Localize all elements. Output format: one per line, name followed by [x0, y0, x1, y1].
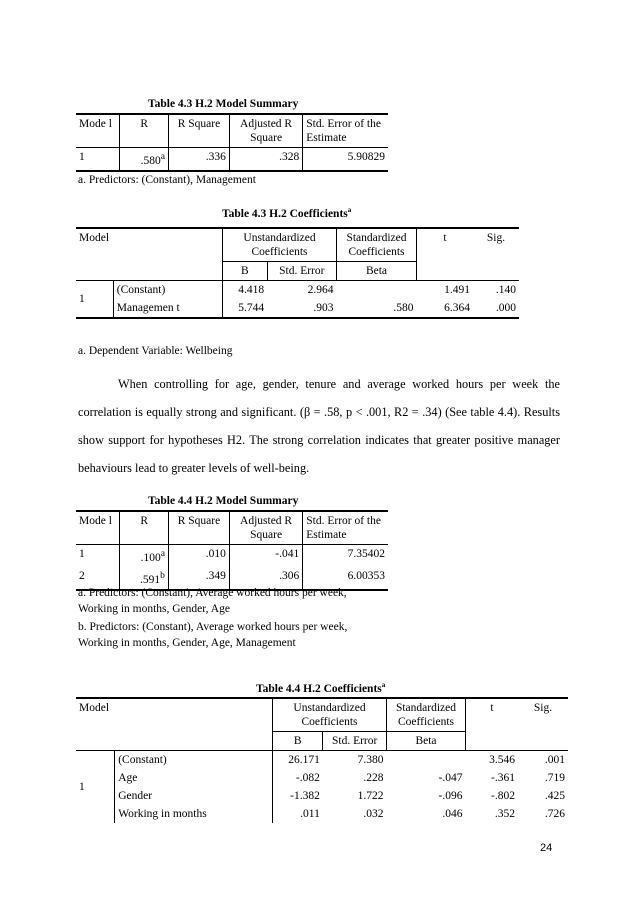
cell-std-error: 7.35402: [303, 545, 388, 567]
cell-predictor: Working in months: [118, 808, 207, 820]
header-std-error: Std. Error: [323, 732, 387, 751]
cell-b: -.082: [273, 769, 323, 787]
header-t: t: [466, 698, 519, 751]
cell-beta: [337, 281, 417, 300]
cell-std-error: .903: [313, 302, 334, 314]
cell-predictor: (Constant): [118, 754, 167, 766]
header-r: R: [120, 114, 169, 148]
cell-r: .580$^a$: [120, 148, 169, 171]
header-std-error: Std. Error: [267, 262, 336, 281]
header-t: t: [417, 228, 474, 281]
table-row: [76, 751, 568, 770]
header-std-error: Std. Error of the Estimate: [303, 114, 388, 148]
cell-std-error: 2.964: [307, 284, 334, 296]
table-note-a: a. Predictors: (Constant), Average worked hours per week, Working in months, Gender, Age: [78, 587, 347, 615]
header-standardized: Standardized Coefficients: [387, 698, 466, 732]
table-row: [76, 148, 388, 171]
cell-beta: -.047: [438, 772, 463, 784]
cell-predictor: Managemen t: [116, 302, 180, 314]
header-adjusted-r-square: Adjusted R Square: [229, 511, 302, 545]
cell-b: .011: [273, 805, 323, 823]
cell-t: 1.491: [444, 284, 470, 296]
cell-std-error: .032: [363, 808, 384, 820]
header-model: Mode l: [79, 118, 112, 130]
header-model: Model: [79, 702, 110, 714]
cell-predictor: (Constant): [116, 284, 166, 296]
cell-beta: .046: [442, 808, 463, 820]
cell-sig: .000: [495, 302, 516, 314]
cell-std-error: 1.722: [357, 790, 384, 802]
header-std-error: Std. Error of the Estimate: [303, 511, 388, 545]
cell-sig: .425: [544, 790, 565, 802]
cell-predictor: Gender: [118, 790, 153, 802]
header-model: Model: [79, 232, 110, 244]
table-note: a. Dependent Variable: Wellbeing: [78, 345, 233, 357]
cell-r-square: .010: [168, 545, 229, 567]
table-4-4-coefficients: [76, 697, 568, 823]
cell-model: 1: [79, 548, 85, 560]
cell-sig: .001: [544, 754, 565, 766]
table-note: a. Predictors: (Constant), Management: [78, 174, 256, 186]
header-unstandardized: Unstandardized Coefficients: [273, 698, 387, 732]
cell-sig: .726: [544, 808, 565, 820]
table-note-b: b. Predictors: (Constant), Average worked hours per week, Working in months, Gender, Age, Management: [78, 621, 348, 649]
cell-std-error: 7.380: [357, 754, 384, 766]
cell-std-error: .228: [363, 772, 384, 784]
body-paragraph: When controlling for age, gender, tenure and average worked hours per week the correlation is equally strong and significant. (β = .58, p < .001, R2 = .34) (See table 4.4). Results show support for hypotheses H2. The strong correlation indicates that greater positive manager behaviours lead to greater levels of well-being.: [78, 377, 560, 475]
header-model: Mode l: [79, 515, 112, 527]
cell-sig: .719: [544, 772, 565, 784]
cell-b: 5.744: [223, 299, 268, 318]
cell-adjusted-r-square: .306: [229, 567, 302, 590]
cell-t: 3.546: [489, 754, 515, 766]
table-4-4-coefficients-caption: Table 4.4 H.2 Coefficients$^a$: [256, 681, 386, 695]
cell-beta: .580: [393, 302, 414, 314]
cell-model-number: 1: [76, 751, 115, 824]
cell-adjusted-r-square: -.041: [229, 545, 302, 567]
cell-t: -.802: [491, 790, 515, 802]
table-row: [76, 769, 568, 787]
cell-r: .591$^b$: [120, 567, 169, 590]
cell-predictor: Age: [118, 772, 138, 784]
cell-model-number: 1: [76, 281, 113, 319]
header-b: B: [273, 732, 323, 751]
cell-adjusted-r-square: .328: [229, 148, 302, 171]
header-sig: Sig.: [533, 702, 553, 714]
table-row: [76, 299, 519, 318]
header-r: R: [120, 511, 169, 545]
table-4-3-model-summary-caption: Table 4.3 H.2 Model Summary: [148, 98, 299, 110]
cell-r-square: .349: [168, 567, 229, 590]
table-row: [76, 545, 388, 567]
cell-model: 1: [79, 151, 85, 163]
header-unstandardized: Unstandardized Coefficients: [223, 228, 337, 262]
table-row: [76, 281, 519, 300]
cell-model: 2: [79, 569, 85, 582]
cell-beta: [387, 751, 466, 770]
table-4-4-model-summary-caption: Table 4.4 H.2 Model Summary: [148, 495, 299, 507]
header-adjusted-r-square: Adjusted R Square: [229, 114, 302, 148]
cell-b: 4.418: [223, 281, 268, 300]
table-row: [76, 787, 568, 805]
table-row: [76, 805, 568, 823]
header-beta: Beta: [387, 732, 466, 751]
cell-r: .100$^a$: [120, 545, 169, 567]
table-4-3-coefficients-caption: Table 4.3 H.2 Coefficients$^a$: [222, 206, 352, 220]
header-beta: Beta: [337, 262, 417, 281]
cell-r-square: .336: [168, 148, 229, 171]
table-4-3-model-summary: [76, 113, 388, 172]
table-4-4-model-summary: [76, 510, 388, 591]
cell-t: .352: [494, 808, 515, 820]
cell-beta: -.096: [438, 790, 463, 802]
cell-std-error: 6.00353: [303, 567, 388, 590]
header-b: B: [223, 262, 268, 281]
header-standardized: Standardized Coefficients: [337, 228, 417, 262]
header-sig: Sig.: [486, 232, 506, 244]
cell-b: -1.382: [273, 787, 323, 805]
cell-t: -.361: [491, 772, 515, 784]
page-number: 24: [540, 842, 553, 854]
cell-b: 26.171: [273, 751, 323, 770]
cell-t: 6.364: [444, 302, 470, 314]
table-4-3-coefficients: [76, 227, 519, 319]
header-r-square: R Square: [168, 511, 229, 545]
cell-sig: .140: [495, 284, 516, 296]
header-r-square: R Square: [168, 114, 229, 148]
cell-std-error: 5.90829: [303, 148, 388, 171]
